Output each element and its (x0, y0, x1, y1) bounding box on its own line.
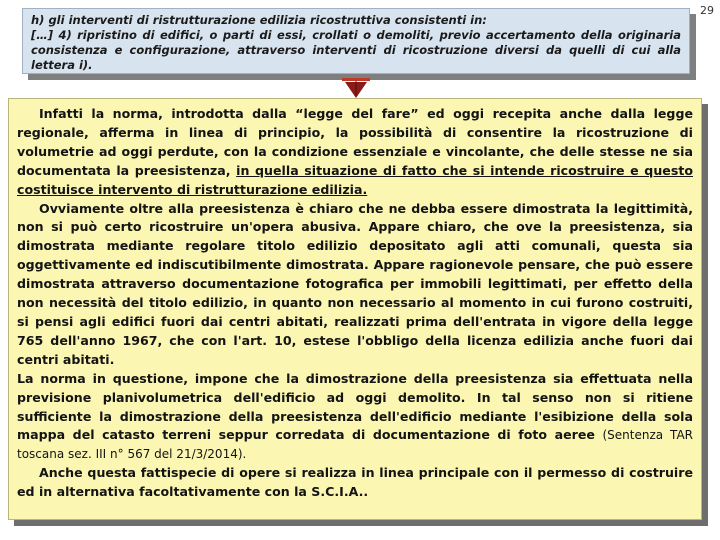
down-arrow-icon (342, 78, 370, 100)
quoted-law-heading: h) gli interventi di ristrutturazione edilizia ricostruttiva consistenti in: (31, 13, 487, 27)
paragraph-1 (17, 105, 693, 200)
quoted-law-box (22, 8, 690, 74)
paragraph-1-text: Infatti la norma, introdotta dalla “legge del fare” ed oggi recepita anche dalla legge regionale, afferma in linea di principio, la possibilità di consentire la ricostruzione di volumetrie ad oggi perdute, con la condizione essenziale e vincolante, che delle stesse ne sia documentata la preesistenza, (17, 106, 693, 178)
paragraph-4: Anche questa fattispecie di opere si realizza in linea principale con il permesso di costruire ed in alternativa facoltativamente con la S.C.I.A.. (17, 465, 693, 500)
paragraph-3 (17, 370, 693, 465)
paragraph-2: Ovviamente oltre alla preesistenza è chiaro che ne debba essere dimostrata la legittimità, non si può certo ricostruire un'opera abusiva. Appare chiaro, che ove la preesistenza, sia dimostrata mediante regolare titolo edilizio depositato agli atti comunali, questa sia oggettivamente ed indiscutibilmente dimostrata. Appare ragionevole pensare, che può essere dimostrata attraverso documentazione fotografica per immobili legittimati, per effetto della non necessità del titolo edilizio, in quanto non necessario al momento in cui furono costruiti, si pensi agli edifici fuori dai centri abitati, realizzati prima dell'entrata in vigore della legge 765 dell'anno 1967, che con l'art. 10, estese l'obbligo della licenza edilizia anche fuori dai centri abitati. (17, 200, 693, 367)
page-number: 29 (700, 4, 714, 17)
paragraph-3-text: La norma in questione, impone che la dimostrazione della preesistenza sia effettuata nella previsione planivolumetrica dell'edificio ad oggi demolito. In tal senso non si ritiene sufficiente la dimostrazione della preesistenza dell'edificio mediante l'esibizione della sola mappa del catasto terreni seppur corredata di documentazione di foto aeree (17, 370, 693, 443)
commentary-box (8, 98, 702, 520)
paragraph-1-underlined: in quella situazione di fatto che si intende ricostruire e questo costituisce intervento di ristrutturazione edilizia. (17, 162, 693, 197)
court-ruling-reference: (Sentenza TAR toscana sez. III n° 567 del 21/3/2014). (17, 428, 694, 462)
quoted-law-text: […] 4) ripristino di edifici, o parti di essi, crollati o demoliti, previo accertamento della originaria consistenza e configurazione, attraverso interventi di ricostruzione diversi da quelli di cui alla lettera i). (31, 28, 681, 72)
